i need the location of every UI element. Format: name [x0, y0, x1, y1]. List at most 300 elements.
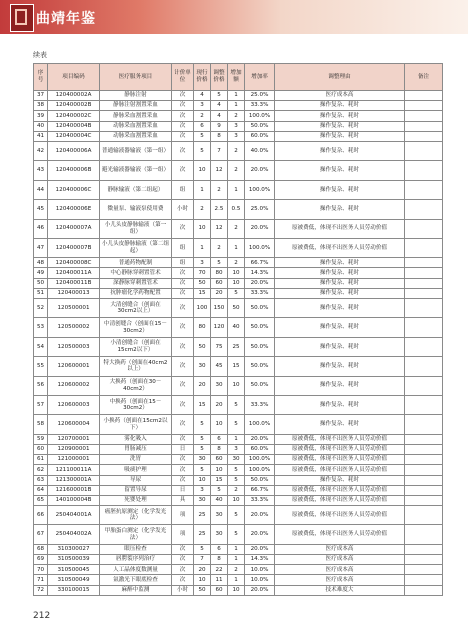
- column-header-current-price: 现行价格: [194, 64, 211, 91]
- cell-reason: 原被费低，体现不出医务人员劳动价值: [275, 444, 405, 454]
- cell-adjusted-price: 6: [211, 434, 228, 444]
- cell-adjusted-price: 30: [211, 376, 228, 395]
- cell-index: 70: [34, 565, 48, 575]
- cell-increase-amount: 2: [228, 219, 245, 238]
- table-row: [34, 111, 443, 121]
- cell-unit: 次: [172, 299, 194, 318]
- cell-reason: 操作复杂、耗时: [275, 318, 405, 337]
- cell-code: 120400006C: [48, 180, 100, 199]
- cell-remarks: [405, 200, 443, 219]
- yearbook-title: 曲靖年鉴: [36, 11, 96, 27]
- cell-adjusted-price: 60: [211, 585, 228, 595]
- cell-increase-amount: 10: [228, 495, 245, 505]
- cell-unit: 次: [172, 268, 194, 278]
- cell-service: 死婴处理: [100, 495, 172, 505]
- cell-index: 72: [34, 585, 48, 595]
- cell-increase-rate: 14.3%: [245, 268, 275, 278]
- cell-code: 140100004B: [48, 495, 100, 505]
- cell-current-price: 5: [194, 141, 211, 160]
- table-row: [34, 544, 443, 554]
- cell-code: 120900001: [48, 444, 100, 454]
- cell-code: 120400013: [48, 288, 100, 298]
- table-row: [34, 161, 443, 180]
- cell-adjusted-price: 8: [211, 444, 228, 454]
- cell-remarks: [405, 258, 443, 268]
- cell-code: 120400007B: [48, 238, 100, 257]
- cell-increase-amount: 1: [228, 434, 245, 444]
- cell-increase-rate: 20.0%: [245, 506, 275, 525]
- cell-code: 330100015: [48, 585, 100, 595]
- cell-reason: 操作复杂、耗时: [275, 376, 405, 395]
- cell-unit: 次: [172, 434, 194, 444]
- cell-reason: 操作复杂、耗时: [275, 268, 405, 278]
- cell-remarks: [405, 465, 443, 475]
- table-row: [34, 415, 443, 434]
- cell-adjusted-price: 60: [211, 278, 228, 288]
- cell-adjusted-price: 8: [211, 555, 228, 565]
- column-header-increase-rate: 增加率: [245, 64, 275, 91]
- page-number: 212: [33, 611, 51, 621]
- cell-remarks: [405, 318, 443, 337]
- cell-service: 普通输液器输液（第一组）: [100, 141, 172, 160]
- cell-increase-amount: 1: [228, 238, 245, 257]
- cell-current-price: 15: [194, 288, 211, 298]
- table-row: [34, 525, 443, 544]
- table-row: [34, 91, 443, 101]
- cell-adjusted-price: 4: [211, 101, 228, 111]
- cell-increase-rate: 50.0%: [245, 357, 275, 376]
- table-row: [34, 555, 443, 565]
- cell-adjusted-price: 10: [211, 415, 228, 434]
- cell-current-price: 100: [194, 299, 211, 318]
- cell-code: 310500049: [48, 575, 100, 585]
- cell-unit: 次: [172, 111, 194, 121]
- cell-increase-rate: 20.0%: [245, 161, 275, 180]
- cell-remarks: [405, 434, 443, 444]
- cell-increase-amount: 1: [228, 91, 245, 101]
- table-row: [34, 475, 443, 485]
- cell-increase-rate: 20.0%: [245, 525, 275, 544]
- cell-code: 250404002A: [48, 525, 100, 544]
- cell-remarks: [405, 415, 443, 434]
- cell-unit: 次: [172, 575, 194, 585]
- cell-index: 48: [34, 258, 48, 268]
- cell-increase-amount: 40: [228, 318, 245, 337]
- cell-index: 69: [34, 555, 48, 565]
- cell-adjusted-price: 10: [211, 465, 228, 475]
- cell-code: 310500039: [48, 555, 100, 565]
- cell-increase-rate: 33.3%: [245, 288, 275, 298]
- cell-index: 45: [34, 200, 48, 219]
- cell-unit: 次: [172, 465, 194, 475]
- cell-reason: 医疗成本高: [275, 544, 405, 554]
- cell-adjusted-price: 6: [211, 544, 228, 554]
- cell-current-price: 2: [194, 111, 211, 121]
- cell-reason: 操作复杂、耗时: [275, 337, 405, 356]
- cell-increase-rate: 20.0%: [245, 434, 275, 444]
- cell-adjusted-price: 4: [211, 111, 228, 121]
- cell-adjusted-price: 120: [211, 318, 228, 337]
- cell-remarks: [405, 141, 443, 160]
- cell-remarks: [405, 525, 443, 544]
- cell-reason: 操作复杂、耗时: [275, 258, 405, 268]
- cell-index: 65: [34, 495, 48, 505]
- cell-adjusted-price: 2: [211, 180, 228, 199]
- cell-increase-rate: 20.0%: [245, 544, 275, 554]
- cell-current-price: 15: [194, 395, 211, 414]
- cell-increase-amount: 3: [228, 121, 245, 131]
- cell-current-price: 5: [194, 131, 211, 141]
- cell-service: 特大换药（创面在40cm2以上）: [100, 357, 172, 376]
- cell-reason: 原被费低，体现不出医务人员劳动价值: [275, 455, 405, 465]
- cell-unit: 次: [172, 91, 194, 101]
- cell-unit: 次: [172, 278, 194, 288]
- cell-increase-rate: 66.7%: [245, 485, 275, 495]
- cell-code: 120600002: [48, 376, 100, 395]
- cell-unit: 次: [172, 376, 194, 395]
- cell-code: 120700001: [48, 434, 100, 444]
- table-row: [34, 258, 443, 268]
- cell-code: 120400007A: [48, 219, 100, 238]
- cell-index: 49: [34, 268, 48, 278]
- cell-unit: 次: [172, 121, 194, 131]
- cell-current-price: 70: [194, 268, 211, 278]
- cell-reason: 操作复杂、耗时: [275, 101, 405, 111]
- cell-code: 121100011A: [48, 465, 100, 475]
- table-row: [34, 575, 443, 585]
- cell-increase-rate: 100.0%: [245, 111, 275, 121]
- cell-remarks: [405, 121, 443, 131]
- cell-code: 120400002B: [48, 101, 100, 111]
- cell-reason: 操作复杂、耗时: [275, 415, 405, 434]
- column-header-service: 医疗服务项目: [100, 64, 172, 91]
- cell-increase-rate: 40.0%: [245, 141, 275, 160]
- table-row: [34, 180, 443, 199]
- cell-increase-rate: 20.0%: [245, 278, 275, 288]
- cell-adjusted-price: 5: [211, 485, 228, 495]
- cell-unit: 次: [172, 544, 194, 554]
- table-row: [34, 268, 443, 278]
- cell-adjusted-price: 150: [211, 299, 228, 318]
- cell-remarks: [405, 219, 443, 238]
- cell-index: 50: [34, 278, 48, 288]
- cell-reason: 技术难度大: [275, 585, 405, 595]
- cell-increase-amount: 5: [228, 395, 245, 414]
- cell-current-price: 25: [194, 506, 211, 525]
- cell-increase-rate: 100.0%: [245, 455, 275, 465]
- cell-current-price: 20: [194, 565, 211, 575]
- cell-unit: 小时: [172, 585, 194, 595]
- cell-service: 静脉采血割置采血: [100, 111, 172, 121]
- cell-reason: 原被费低，体现不出医务人员劳动价值: [275, 219, 405, 238]
- cell-remarks: [405, 299, 443, 318]
- cell-remarks: [405, 444, 443, 454]
- cell-increase-rate: 100.0%: [245, 415, 275, 434]
- cell-index: 60: [34, 444, 48, 454]
- cell-increase-rate: 25.0%: [245, 91, 275, 101]
- cell-service: 深静脉穿刺置管术: [100, 278, 172, 288]
- cell-increase-amount: 5: [228, 288, 245, 298]
- cell-adjusted-price: 20: [211, 288, 228, 298]
- cell-increase-amount: 5: [228, 415, 245, 434]
- cell-reason: 操作复杂、耗时: [275, 111, 405, 121]
- cell-remarks: [405, 180, 443, 199]
- cell-remarks: [405, 565, 443, 575]
- column-header-remarks: 备注: [405, 64, 443, 91]
- cell-remarks: [405, 131, 443, 141]
- cell-increase-rate: 25.0%: [245, 200, 275, 219]
- cell-service: 中清创缝合（创面在15－30cm2）: [100, 318, 172, 337]
- cell-remarks: [405, 288, 443, 298]
- cell-current-price: 10: [194, 475, 211, 485]
- cell-unit: 次: [172, 101, 194, 111]
- table-row: [34, 318, 443, 337]
- cell-reason: 操作复杂、耗时: [275, 475, 405, 485]
- cell-remarks: [405, 278, 443, 288]
- cell-current-price: 7: [194, 555, 211, 565]
- cell-increase-amount: 2: [228, 111, 245, 121]
- cell-reason: 医疗成本高: [275, 91, 405, 101]
- table-row: [34, 585, 443, 595]
- cell-index: 63: [34, 475, 48, 485]
- cell-unit: 日: [172, 485, 194, 495]
- cell-index: 41: [34, 131, 48, 141]
- cell-code: 121600001B: [48, 485, 100, 495]
- cell-index: 54: [34, 337, 48, 356]
- cell-service: 小儿头皮静脉输液（第二组起）: [100, 238, 172, 257]
- cell-unit: 组: [172, 258, 194, 268]
- cell-current-price: 20: [194, 376, 211, 395]
- cell-reason: 医疗成本高: [275, 565, 405, 575]
- cell-adjusted-price: 7: [211, 141, 228, 160]
- cell-code: 120500003: [48, 337, 100, 356]
- cell-index: 38: [34, 101, 48, 111]
- cell-current-price: 10: [194, 219, 211, 238]
- cell-reason: 原被费低，体现不出医务人员劳动价值: [275, 525, 405, 544]
- cell-service: 抗肿瘤化学药物配置: [100, 288, 172, 298]
- cell-increase-rate: 10.0%: [245, 575, 275, 585]
- cell-code: 310500045: [48, 565, 100, 575]
- cell-reason: 操作复杂、耗时: [275, 395, 405, 414]
- cell-code: 120400006A: [48, 141, 100, 160]
- cell-increase-rate: 50.0%: [245, 121, 275, 131]
- cell-increase-rate: 100.0%: [245, 465, 275, 475]
- cell-current-price: 5: [194, 544, 211, 554]
- cell-index: 40: [34, 121, 48, 131]
- cell-remarks: [405, 555, 443, 565]
- cell-index: 42: [34, 141, 48, 160]
- table-row: [34, 444, 443, 454]
- table-row: [34, 131, 443, 141]
- cell-reason: 操作复杂、耗时: [275, 141, 405, 160]
- cell-adjusted-price: 45: [211, 357, 228, 376]
- cell-unit: 次: [172, 415, 194, 434]
- cell-service: 癌胚抗原测定（化学发光法）: [100, 506, 172, 525]
- cell-index: 61: [34, 455, 48, 465]
- cell-adjusted-price: 75: [211, 337, 228, 356]
- cell-adjusted-price: 40: [211, 495, 228, 505]
- cell-adjusted-price: 2.5: [211, 200, 228, 219]
- cell-current-price: 3: [194, 101, 211, 111]
- cell-unit: 次: [172, 131, 194, 141]
- table-header-row: [34, 64, 443, 91]
- cell-code: 120400006E: [48, 200, 100, 219]
- cell-code: 120400006B: [48, 161, 100, 180]
- cell-reason: 操作复杂、耗时: [275, 200, 405, 219]
- cell-increase-rate: 66.7%: [245, 258, 275, 268]
- cell-index: 68: [34, 544, 48, 554]
- cell-reason: 医疗成本高: [275, 575, 405, 585]
- cell-current-price: 10: [194, 161, 211, 180]
- cell-current-price: 5: [194, 415, 211, 434]
- cell-current-price: 80: [194, 318, 211, 337]
- table-row: [34, 121, 443, 131]
- table-row: [34, 434, 443, 444]
- cell-increase-amount: 1: [228, 544, 245, 554]
- cell-adjusted-price: 12: [211, 219, 228, 238]
- cell-current-price: 10: [194, 575, 211, 585]
- cell-adjusted-price: 15: [211, 475, 228, 485]
- table-row: [34, 357, 443, 376]
- cell-increase-amount: 2: [228, 565, 245, 575]
- table-row: [34, 485, 443, 495]
- cell-increase-rate: 100.0%: [245, 238, 275, 257]
- cell-index: 43: [34, 161, 48, 180]
- cell-increase-amount: 30: [228, 455, 245, 465]
- cell-index: 52: [34, 299, 48, 318]
- cell-remarks: [405, 376, 443, 395]
- table-row: [34, 101, 443, 111]
- cell-increase-amount: 2: [228, 485, 245, 495]
- cell-index: 58: [34, 415, 48, 434]
- cell-code: 120500002: [48, 318, 100, 337]
- cell-unit: 次: [172, 337, 194, 356]
- cell-increase-amount: 10: [228, 585, 245, 595]
- cell-code: 310300027: [48, 544, 100, 554]
- cell-service: 氩激光下眼底检查: [100, 575, 172, 585]
- cell-current-price: 50: [194, 585, 211, 595]
- cell-index: 39: [34, 111, 48, 121]
- cell-reason: 原被费低，体现不出医务人员劳动价值: [275, 238, 405, 257]
- table-row: [34, 200, 443, 219]
- cell-increase-amount: 1: [228, 180, 245, 199]
- cell-service: 唇腭裂序列治疗: [100, 555, 172, 565]
- table-row: [34, 141, 443, 160]
- cell-increase-amount: 1: [228, 101, 245, 111]
- table-row: [34, 288, 443, 298]
- cell-index: 47: [34, 238, 48, 257]
- cell-index: 66: [34, 506, 48, 525]
- cell-remarks: [405, 495, 443, 505]
- cell-current-price: 1: [194, 180, 211, 199]
- continued-table-label: 续表: [33, 51, 47, 59]
- cell-increase-amount: 5: [228, 465, 245, 475]
- cell-increase-amount: 1: [228, 555, 245, 565]
- cell-unit: 日: [172, 444, 194, 454]
- cell-current-price: 30: [194, 455, 211, 465]
- cell-remarks: [405, 161, 443, 180]
- cell-increase-amount: 3: [228, 131, 245, 141]
- cell-remarks: [405, 337, 443, 356]
- cell-remarks: [405, 268, 443, 278]
- table-body: [34, 91, 443, 596]
- cell-current-price: 5: [194, 465, 211, 475]
- table-row: [34, 278, 443, 288]
- cell-index: 67: [34, 525, 48, 544]
- cell-index: 46: [34, 219, 48, 238]
- cell-index: 44: [34, 180, 48, 199]
- cell-adjusted-price: 12: [211, 161, 228, 180]
- cell-increase-amount: 15: [228, 357, 245, 376]
- cell-current-price: 30: [194, 495, 211, 505]
- table-row: [34, 506, 443, 525]
- cell-unit: 次: [172, 288, 194, 298]
- cell-adjusted-price: 80: [211, 268, 228, 278]
- cell-remarks: [405, 485, 443, 495]
- cell-remarks: [405, 238, 443, 257]
- cell-increase-rate: 33.3%: [245, 395, 275, 414]
- cell-unit: 组: [172, 180, 194, 199]
- cell-increase-rate: 60.0%: [245, 444, 275, 454]
- cell-reason: 原被费低，体现不出医务人员劳动价值: [275, 495, 405, 505]
- cell-current-price: 3: [194, 258, 211, 268]
- cell-increase-rate: 33.3%: [245, 495, 275, 505]
- cell-index: 64: [34, 485, 48, 495]
- cell-index: 53: [34, 318, 48, 337]
- cell-service: 大换药（创面在30－40cm2）: [100, 376, 172, 395]
- cell-current-price: 25: [194, 525, 211, 544]
- cell-increase-rate: 50.0%: [245, 376, 275, 395]
- cell-reason: 操作复杂、耗时: [275, 278, 405, 288]
- cell-adjusted-price: 8: [211, 131, 228, 141]
- cell-increase-amount: 5: [228, 475, 245, 485]
- cell-service: 大清创缝合（创面在30cm2以上）: [100, 299, 172, 318]
- cell-current-price: 50: [194, 278, 211, 288]
- column-header-index: 序号: [34, 64, 48, 91]
- cell-current-price: 5: [194, 434, 211, 444]
- cell-service: 吸痰护理: [100, 465, 172, 475]
- cell-reason: 原被费低，体现不出医务人员劳动价值: [275, 506, 405, 525]
- cell-index: 62: [34, 465, 48, 475]
- cell-unit: 次: [172, 455, 194, 465]
- cell-remarks: [405, 357, 443, 376]
- cell-code: 120400011A: [48, 268, 100, 278]
- cell-code: 120600003: [48, 395, 100, 414]
- cell-increase-amount: 10: [228, 278, 245, 288]
- cell-service: 动脉采血割置采血: [100, 121, 172, 131]
- cell-current-price: 1: [194, 238, 211, 257]
- cell-increase-rate: 100.0%: [245, 180, 275, 199]
- cell-index: 71: [34, 575, 48, 585]
- cell-reason: 操作复杂、耗时: [275, 299, 405, 318]
- cell-remarks: [405, 91, 443, 101]
- table-row: [34, 465, 443, 475]
- cell-reason: 操作复杂、耗时: [275, 288, 405, 298]
- cell-current-price: 50: [194, 337, 211, 356]
- cell-index: 59: [34, 434, 48, 444]
- cell-service: 中心静脉穿刺置管术: [100, 268, 172, 278]
- cell-current-price: 3: [194, 485, 211, 495]
- cell-increase-rate: 60.0%: [245, 131, 275, 141]
- cell-increase-rate: 20.0%: [245, 219, 275, 238]
- cell-code: 120400011B: [48, 278, 100, 288]
- cell-increase-amount: 5: [228, 525, 245, 544]
- cell-service: 麻醉中监测: [100, 585, 172, 595]
- cell-service: 小换药（创面在15cm2以下）: [100, 415, 172, 434]
- cell-remarks: [405, 101, 443, 111]
- cell-increase-amount: 10: [228, 376, 245, 395]
- cell-code: 120400008C: [48, 258, 100, 268]
